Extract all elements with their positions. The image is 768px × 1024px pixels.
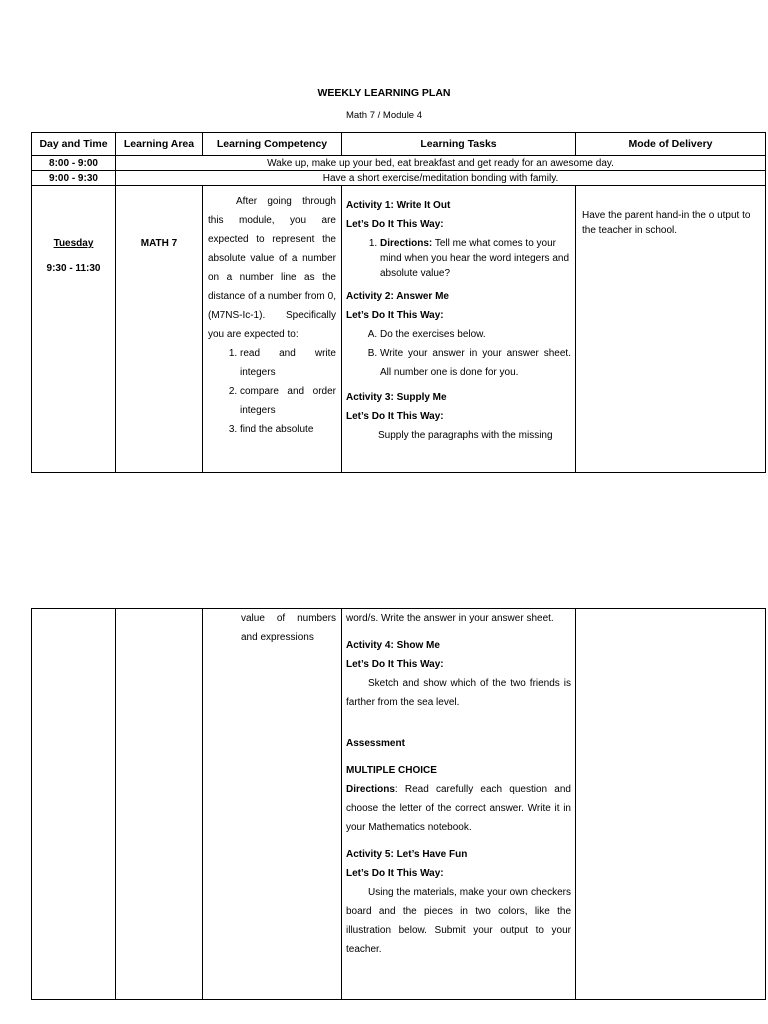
activity-1-title: Activity 1: Write It Out bbox=[346, 200, 451, 211]
day-name: Tuesday bbox=[53, 238, 94, 249]
activity-4-text: Sketch and show which of the two friends is farther from the sea level. bbox=[346, 678, 571, 708]
activity-1-directions bbox=[346, 236, 571, 281]
page-title: WEEKLY LEARNING PLAN bbox=[317, 87, 451, 99]
directions-label: Directions: bbox=[380, 238, 433, 249]
competency-item: 1. read and write integers bbox=[240, 344, 336, 382]
mode-of-delivery-cell-empty bbox=[576, 609, 766, 1000]
activity-3-way: Let’s Do It This Way: bbox=[346, 411, 444, 422]
day-cell bbox=[32, 186, 116, 473]
assessment-title: Assessment bbox=[346, 738, 405, 749]
activity-2-way: Let’s Do It This Way: bbox=[346, 310, 444, 321]
header-row bbox=[32, 133, 766, 156]
tasks-cell-continued bbox=[342, 609, 576, 1000]
header-learning-competency: Learning Competency bbox=[203, 133, 342, 156]
learning-area: MATH 7 bbox=[140, 238, 178, 249]
learning-plan-table bbox=[31, 132, 766, 473]
session-row bbox=[32, 186, 766, 473]
slot-activity: Wake up, make up your bed, eat breakfast and get ready for an awesome day. bbox=[116, 156, 766, 171]
header-learning-area: Learning Area bbox=[116, 133, 203, 156]
competency-item: 3. find the absolute bbox=[240, 420, 336, 439]
competency-item: 2. compare and order integers bbox=[240, 382, 336, 420]
competency-cell-continued bbox=[203, 609, 342, 1000]
activity-4-title: Activity 4: Show Me bbox=[346, 640, 440, 651]
mc-directions-text: : Read carefully each question and choose the letter of the correct answer. Write it in your Mathematics notebook. bbox=[346, 784, 571, 833]
schedule-row bbox=[32, 171, 766, 186]
day-cell-empty bbox=[32, 609, 116, 1000]
session-time: 9:30 - 11:30 bbox=[46, 263, 101, 274]
activity-4-way: Let’s Do It This Way: bbox=[346, 659, 444, 670]
activity-5-title: Activity 5: Let’s Have Fun bbox=[346, 849, 468, 860]
directions-item bbox=[380, 236, 571, 281]
header-mode-of-delivery: Mode of Delivery bbox=[576, 133, 766, 156]
activity-1-way: Let’s Do It This Way: bbox=[346, 219, 444, 230]
competency-list bbox=[208, 344, 336, 439]
learning-area-cell bbox=[116, 186, 203, 473]
activity-2-item: B. Write your answer in your answer sheet. All number one is done for you. bbox=[380, 344, 571, 382]
learning-area-cell-empty bbox=[116, 609, 203, 1000]
slot-activity: Have a short exercise/meditation bonding with family. bbox=[116, 171, 766, 186]
activity-3-title: Activity 3: Supply Me bbox=[346, 392, 447, 403]
header-learning-tasks: Learning Tasks bbox=[342, 133, 576, 156]
multiple-choice-directions bbox=[346, 780, 571, 837]
header-day-time: Day and Time bbox=[32, 133, 116, 156]
multiple-choice-title: MULTIPLE CHOICE bbox=[346, 765, 437, 776]
page-subtitle: Math 7 / Module 4 bbox=[345, 110, 423, 121]
activity-2-title: Activity 2: Answer Me bbox=[346, 291, 449, 302]
tasks-cell bbox=[342, 186, 576, 473]
directions-text: Tell me what comes to your mind when you hear the word integers and absolute value? bbox=[380, 238, 570, 279]
learning-plan-table-continued bbox=[31, 608, 766, 1000]
schedule-row bbox=[32, 156, 766, 171]
activity-3-text-continued: word/s. Write the answer in your answer sheet. bbox=[346, 613, 554, 624]
slot-time: 8:00 - 9:00 bbox=[32, 156, 116, 171]
activity-2-item: A. Do the exercises below. bbox=[380, 325, 571, 344]
mc-directions-label: Directions bbox=[346, 784, 395, 795]
mode-of-delivery-cell bbox=[576, 186, 766, 473]
competency-continued: value of numbers and expressions bbox=[241, 613, 336, 643]
session-row-continued bbox=[32, 609, 766, 1000]
activity-3-text: Supply the paragraphs with the missing bbox=[378, 430, 553, 441]
competency-cell bbox=[203, 186, 342, 473]
activity-2-list bbox=[346, 325, 571, 382]
activity-5-way: Let’s Do It This Way: bbox=[346, 868, 444, 879]
slot-time: 9:00 - 9:30 bbox=[32, 171, 116, 186]
competency-intro: After going through this module, you are expected to represent the absolute value of a number on a number line as the distance of a number from 0, (M7NS-Ic-1). Specifically you are expected to: bbox=[208, 196, 336, 340]
mode-of-delivery-text: Have the parent hand-in the o utput to the teacher in school. bbox=[582, 210, 751, 236]
activity-5-text: Using the materials, make your own checkers board and the pieces in two colors, like the illustration below. Submit your output to your teacher. bbox=[346, 887, 571, 955]
